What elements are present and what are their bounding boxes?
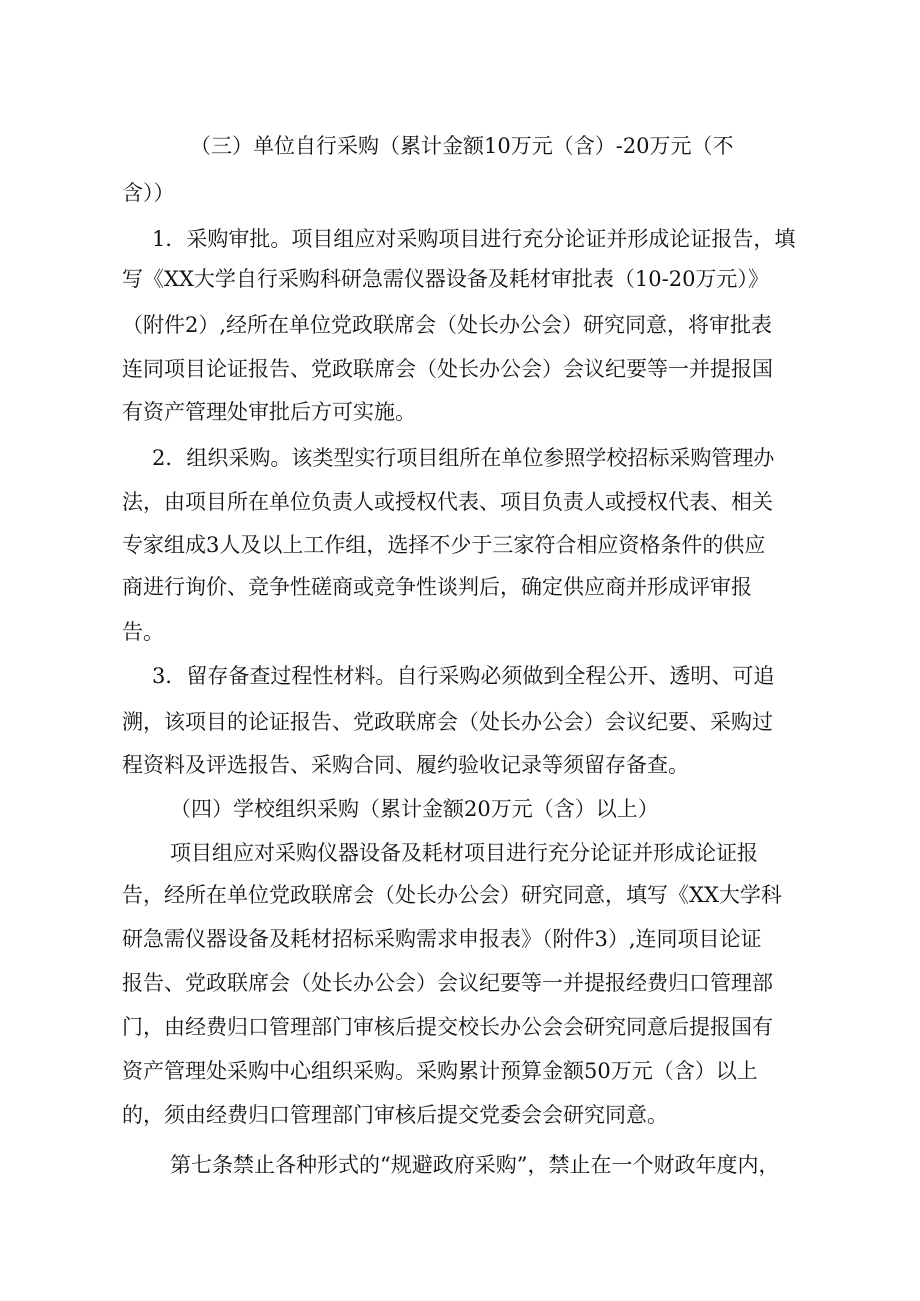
text-line: 的，须由经费归口管理部门审核后提交党委会会研究同意。 xyxy=(122,1103,668,1127)
text-line: 告。 xyxy=(122,620,164,644)
text-line: 含）） xyxy=(122,181,175,205)
text-line: （附件2）,经所在单位党政联席会（处长办公会）研究同意，将审批表 xyxy=(122,313,773,337)
text-line: 法，由项目所在单位负责人或授权代表、项目负责人或授权代表、相关 xyxy=(122,490,773,514)
text-line: 项目组应对采购仪器设备及耗材项目进行充分论证并形成论证报 xyxy=(170,841,758,865)
text-line: 告，经所在单位党政联席会（处长办公会）研究同意，填写《XX大学科 xyxy=(122,883,782,907)
text-line: 报告、党政联席会（处长办公会）会议纪要等一并提报经费归口管理部 xyxy=(122,971,773,995)
text-line: 连同项目论证报告、党政联席会（处长办公会）会议纪要等一并提报国 xyxy=(122,357,773,381)
text-line: 商进行询价、竞争性磋商或竞争性谈判后，确定供应商并形成评审报 xyxy=(122,575,752,599)
section-heading-3: （三）单位自行采购（累计金额10万元（含）-20万元（不 xyxy=(190,134,734,158)
text-line: 门，由经费归口管理部门审核后提交校长办公会会研究同意后提报国有 xyxy=(122,1015,773,1039)
text-line: 研急需仪器设备及耗材招标采购需求申报表》（附件3）,连同项目论证 xyxy=(122,927,762,951)
text-line: 资产管理处采购中心组织采购。采购累计预算金额50万元（含）以上 xyxy=(122,1059,758,1083)
text-line: 写《XX大学自行采购科研急需仪器设备及耗材审批表（10-20万元）》 xyxy=(122,267,769,291)
text-line: 有资产管理处审批后方可实施。 xyxy=(122,400,416,424)
text-line: 程资料及评选报告、采购合同、履约验收记录等须留存备查。 xyxy=(122,753,689,777)
item-1-heading: 1．采购审批。项目组应对采购项目进行充分论证并形成论证报告，填 xyxy=(152,227,796,251)
article-7-line: 第七条禁止各种形式的“规避政府采购”，禁止在一个财政年度内， xyxy=(170,1153,780,1177)
text-line: 专家组成3人及以上工作组，选择不少于三家符合相应资格条件的供应 xyxy=(122,533,766,557)
item-2-heading: 2．组织采购。该类型实行项目组所在单位参照学校招标采购管理办 xyxy=(152,446,775,470)
section-heading-4: （四）学校组织采购（累计金额20万元（含）以上） xyxy=(170,797,659,821)
item-3-heading: 3．留存备查过程性材料。自行采购必须做到全程公开、透明、可追 xyxy=(152,664,775,688)
text-line: 溯，该项目的论证报告、党政联席会（处长办公会）会议纪要、采购过 xyxy=(122,710,773,734)
